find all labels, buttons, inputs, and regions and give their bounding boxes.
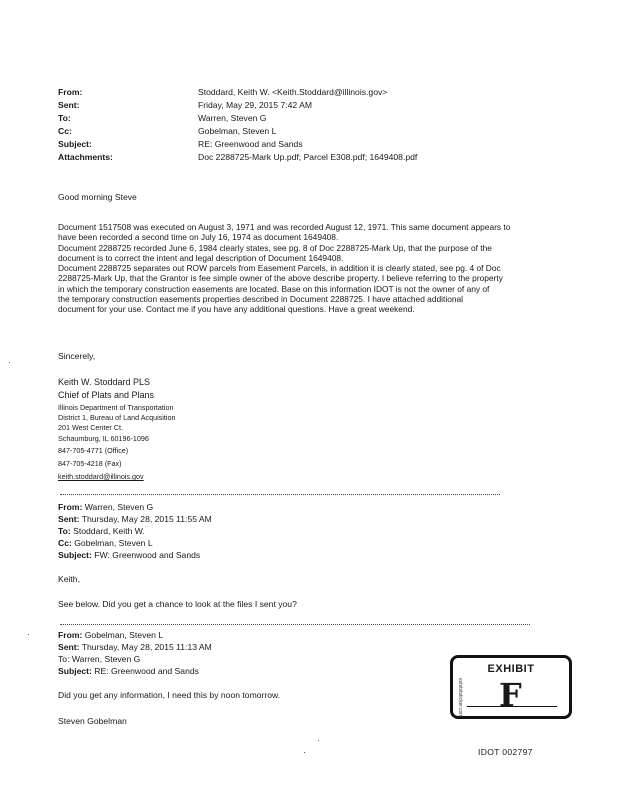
exhibit-underline [467, 706, 557, 707]
signature-title: Chief of Plats and Plans [58, 390, 155, 400]
signature-line: Schaumburg, IL 60196-1096 [58, 434, 149, 443]
fwd1-sent-value: Thursday, May 28, 2015 11:55 AM [81, 514, 212, 524]
fwd2-signoff: Steven Gobelman [58, 716, 127, 726]
scan-speck [318, 740, 319, 741]
fwd2-to-value: Warren, Steven G [71, 654, 141, 664]
paragraph-line: document is to correct the intent and legal description of Document 1649408. [58, 252, 344, 263]
fwd1-sent-row [58, 514, 212, 524]
signature-line: District 1, Bureau of Land Acquisition [58, 413, 176, 422]
fwd1-from-label: From: [58, 502, 83, 512]
from-label: From: [58, 87, 83, 97]
fwd1-to-value: Stoddard, Keith W. [73, 526, 145, 536]
scan-speck [304, 752, 305, 753]
fwd1-subject-row [58, 550, 200, 560]
header-subject-row [58, 139, 303, 149]
fwd1-message: See below. Did you get a chance to look at the files I sent you? [58, 599, 297, 609]
paragraph-line: Document 1517508 was executed on August 3, 1971 and was recorded August 12, 1971. This same document appears to [58, 222, 511, 232]
bates-number: IDOT 002797 [478, 747, 533, 757]
separator-line [60, 494, 500, 495]
paragraph-line: the temporary construction easements properties described in Document 2288725. I have attached additional [58, 294, 464, 305]
greeting: Good morning Steve [58, 192, 137, 202]
body-paragraph [58, 222, 578, 315]
fwd2-subject-row [58, 666, 199, 676]
subject-label: Subject: [58, 139, 92, 149]
fwd1-cc-value: Gobelman, Steven L [74, 538, 153, 548]
cc-value: Gobelman, Steven L [198, 126, 277, 136]
paragraph-line: Document 2288725 recorded June 6, 1984 clearly states, see pg. 8 of Doc 2288725-Mark Up, that the purpose of the [58, 242, 492, 253]
signature-email-link[interactable]: keith.stoddard@illinois.gov [58, 472, 144, 481]
subject-value: RE: Greenwood and Sands [198, 139, 303, 149]
signature-line: 847-705-4218 (Fax) [58, 459, 122, 468]
fwd2-from-label: From: [58, 630, 83, 640]
fwd2-from-value: Gobelman, Steven L [84, 630, 164, 640]
fwd2-subject-value: RE: Greenwood and Sands [94, 666, 199, 676]
paragraph-line: Document 2288725 separates out ROW parcels from Easement Parcels, in addition it is clearly stated, see pg. 4 of Doc [58, 263, 501, 274]
scan-speck [28, 634, 29, 635]
fwd2-sent-row [58, 642, 212, 652]
fwd2-to-row [58, 654, 140, 664]
to-label: To: [58, 113, 71, 123]
paragraph-line: have been recorded a second time on July 16, 1974 as document 1649408. [58, 232, 339, 243]
signature-line: 201 West Center Ct. [58, 423, 123, 432]
fwd1-to-row [58, 526, 145, 536]
fwd1-subject-value: FW: Greenwood and Sands [94, 550, 201, 560]
fwd2-subject-label: Subject: [58, 666, 92, 676]
signature-line: Illinois Department of Transportation [58, 403, 174, 412]
fwd2-to-label: To: [58, 654, 70, 664]
paragraph-line: 2288725-Mark Up, that the Grantor is fee simple owner of the above describe property. I believe referring to the property [58, 273, 503, 284]
to-value: Warren, Steven G [198, 113, 267, 123]
header-sent-row [58, 100, 312, 110]
fwd2-message: Did you get any information, I need this by noon tomorrow. [58, 690, 281, 700]
fwd1-sent-label: Sent: [58, 514, 80, 524]
paragraph-line: document for your use. Contact me if you have any additional questions. Have a great weekend. [58, 304, 415, 315]
separator-line [60, 624, 530, 625]
signature-name: Keith W. Stoddard PLS [58, 377, 151, 387]
from-value: Stoddard, Keith W. <Keith.Stoddard@illinois.gov> [198, 87, 388, 97]
header-to-row [58, 113, 266, 123]
paragraph-line: in which the temporary construction easements are located. Base on this information IDOT is not the owner of any of [58, 283, 490, 294]
fwd1-cc-row [58, 538, 153, 548]
signature-line: 847-705-4771 (Office) [58, 446, 129, 455]
exhibit-letter: F [499, 676, 522, 714]
attachments-value: Doc 2288725-Mark Up.pdf; Parcel E308.pdf; 1649408.pdf [198, 152, 418, 162]
header-cc-row [58, 126, 276, 136]
header-from-row [58, 87, 387, 97]
scan-speck [9, 362, 10, 363]
fwd1-from-row [58, 502, 153, 512]
cc-label: Cc: [58, 126, 72, 136]
exhibit-title: EXHIBIT [487, 663, 535, 675]
fwd2-sent-label: Sent: [58, 642, 80, 652]
attachments-label: Attachments: [58, 152, 113, 162]
fwd1-greeting: Keith, [58, 574, 80, 584]
exhibit-sticker [450, 655, 572, 719]
fwd2-from-row [58, 630, 163, 640]
exhibit-side-text: exhibitsticker.com [457, 678, 463, 718]
sent-value: Friday, May 29, 2015 7:42 AM [198, 100, 313, 110]
fwd1-subject-label: Subject: [58, 550, 92, 560]
fwd2-sent-value: Thursday, May 28, 2015 11:13 AM [81, 642, 212, 652]
fwd1-from-value: Warren, Steven G [84, 502, 154, 512]
closing: Sincerely, [58, 351, 96, 361]
fwd1-cc-label: Cc: [58, 538, 72, 548]
sent-label: Sent: [58, 100, 80, 110]
fwd1-to-label: To: [58, 526, 71, 536]
header-attachments-row [58, 152, 417, 162]
